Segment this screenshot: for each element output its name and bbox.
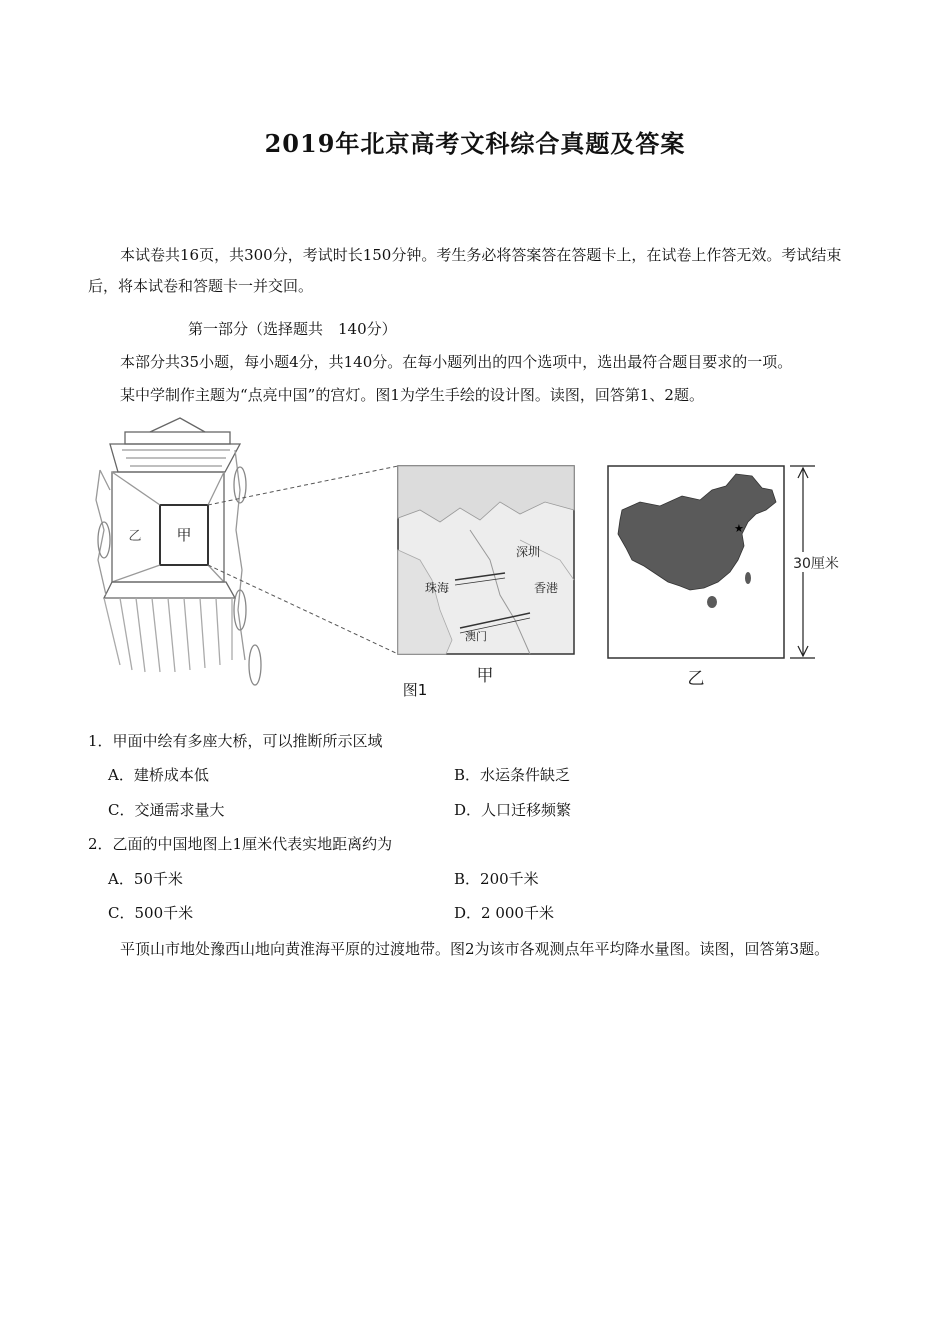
- dimension-label: 30厘米: [793, 556, 839, 572]
- beijing-star-icon: ★: [734, 522, 744, 535]
- question-2-stem: 2．乙面的中国地图上1厘米代表实地距离约为: [88, 835, 393, 853]
- question-context: 某中学制作主题为“点亮中国”的宫灯。图1为学生手绘的设计图。读图，回答第1、2题。: [120, 386, 704, 404]
- lantern-label-jia: 甲: [176, 526, 192, 544]
- city-shenzhen: 深圳: [515, 545, 541, 559]
- lantern-illustration: [96, 418, 261, 685]
- panel-jia-map: [398, 466, 574, 654]
- question-1-option-d: D．人口迁移频繁: [454, 801, 572, 819]
- city-macau: 澳门: [465, 630, 487, 643]
- figure-1: [0, 410, 950, 710]
- intro-paragraph: 本试卷共16页，共300分，考试时长150分钟。考生务必将答案答在答题卡上，在试卷上作答无效。考试结束后，将本试卷和答题卡一并交回。: [88, 246, 842, 295]
- city-zhuhai: 珠海: [424, 581, 450, 595]
- question-1-stem: 1．甲面中绘有多座大桥，可以推断所示区域: [88, 732, 383, 750]
- page-title: 2019年北京高考文科综合真题及答案: [264, 129, 686, 158]
- question-2-option-a: A．50千米: [108, 870, 183, 888]
- panel-yi-label: 乙: [687, 669, 705, 689]
- connector-line-bottom: [208, 565, 398, 654]
- part-instructions: 本部分共35小题，每小题4分，共140分。在每小题列出的四个选项中，选出最符合题目要求的一项。: [120, 353, 793, 371]
- question-2-option-b: B．200千米: [454, 870, 539, 888]
- question-2-option-c: C．500千米: [108, 904, 194, 922]
- question-2-option-d: D．2 000千米: [454, 904, 554, 922]
- figure-caption: 图1: [402, 681, 428, 699]
- part-heading: 第一部分（选择题共 140分）: [188, 320, 397, 338]
- question-1-option-b: B．水运条件缺乏: [454, 766, 571, 784]
- question-1-option-a: A．建桥成本低: [108, 766, 209, 784]
- city-hongkong: 香港: [533, 581, 559, 595]
- lantern-label-yi: 乙: [128, 529, 142, 544]
- panel-jia-label: 甲: [476, 666, 494, 686]
- question-3-context: 平顶山市地处豫西山地向黄淮海平原的过渡地带。图2为该市各观测点年平均降水量图。读图，回答第3题。: [120, 940, 830, 958]
- question-1-option-c: C．交通需求量大: [108, 801, 225, 819]
- panel-yi-map: [608, 466, 784, 658]
